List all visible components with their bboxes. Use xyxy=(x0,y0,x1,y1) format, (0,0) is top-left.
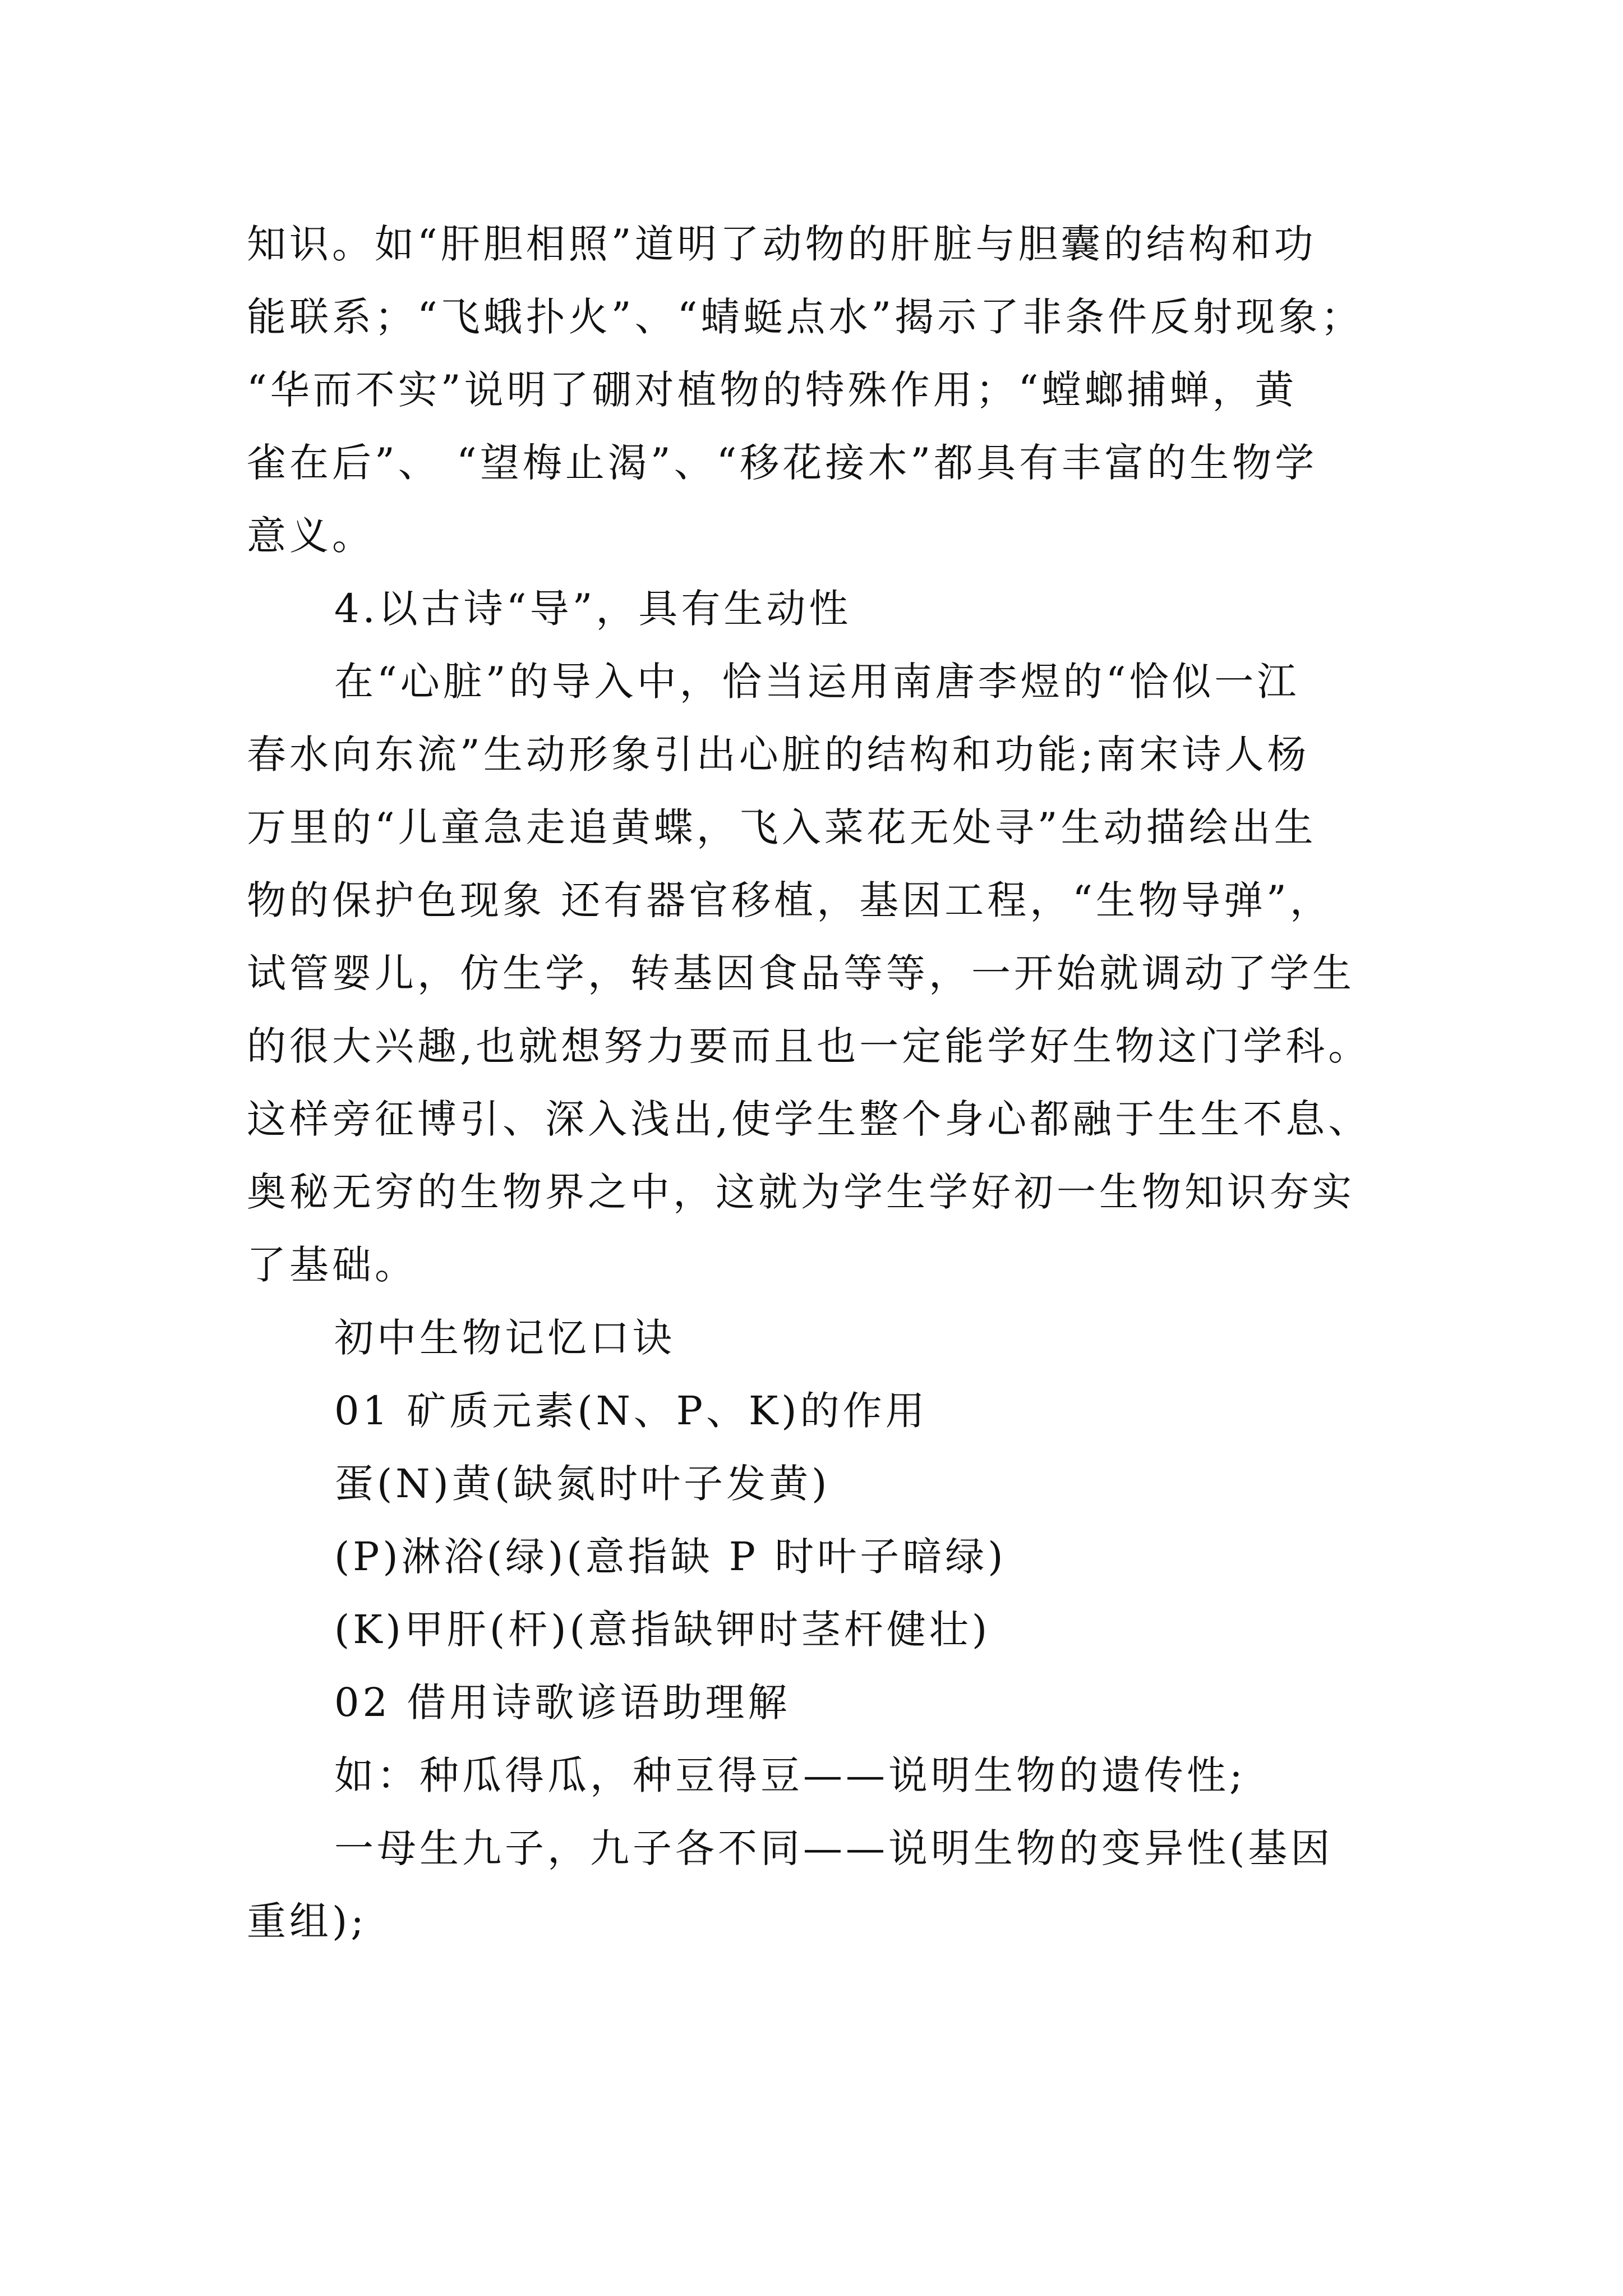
text-line: 了基础。 xyxy=(247,1242,417,1288)
text-line: 一母生九子，九子各不同——说明生物的变异性(基因 xyxy=(334,1825,1334,1871)
text-line: 的很大兴趣,也就想努力要而且也一定能学好生物这门学科。 xyxy=(247,1023,1371,1069)
text-line: 奥秘无穷的生物界之中，这就为学生学好初一生物知识夯实 xyxy=(247,1169,1355,1215)
text-line: 知识。如“肝胆相照”道明了动物的肝脏与胆囊的结构和功 xyxy=(247,221,1317,267)
subsection-heading: 01 矿质元素(N、P、K)的作用 xyxy=(334,1388,928,1434)
text-line: 在“心脏”的导入中，恰当运用南唐李煜的“恰似一江 xyxy=(334,659,1300,705)
text-line: 试管婴儿，仿生学，转基因食品等等，一开始就调动了学生 xyxy=(247,950,1355,996)
text-line: 春水向东流”生动形象引出心脏的结构和功能;南宋诗人杨 xyxy=(247,731,1310,777)
text-line: 蛋(N)黄(缺氮时叶子发黄) xyxy=(334,1461,831,1507)
section-heading: 4.以古诗“导”，具有生动性 xyxy=(334,586,852,632)
text-line: (P)淋浴(绿)(意指缺 P 时叶子暗绿) xyxy=(334,1534,1007,1580)
text-line: 这样旁征博引、深入浅出,使学生整个身心都融于生生不息、 xyxy=(247,1096,1371,1142)
text-line: “华而不实”说明了硼对植物的特殊作用；“螳螂捕蝉，黄 xyxy=(247,367,1298,413)
section-heading: 初中生物记忆口诀 xyxy=(334,1315,675,1361)
text-line: 意义。 xyxy=(247,513,375,559)
text-line: 重组); xyxy=(247,1898,367,1944)
text-line: 万里的“儿童急走追黄蝶，飞入菜花无处寻”生动描绘出生 xyxy=(247,804,1317,850)
text-line: (K)甲肝(杆)(意指缺钾时茎杆健壮) xyxy=(334,1607,991,1653)
text-line: 如：种瓜得瓜，种豆得豆——说明生物的遗传性; xyxy=(334,1752,1246,1798)
subsection-heading: 02 借用诗歌谚语助理解 xyxy=(334,1680,791,1726)
text-line: 能联系；“飞蛾扑火”、“蜻蜓点水”揭示了非条件反射现象； xyxy=(247,294,1364,340)
text-line: 物的保护色现象 还有器官移植，基因工程，“生物导弹”， xyxy=(247,877,1332,923)
text-line: 雀在后”、 “望梅止渴”、“移花接木”都具有丰富的生物学 xyxy=(247,440,1318,486)
